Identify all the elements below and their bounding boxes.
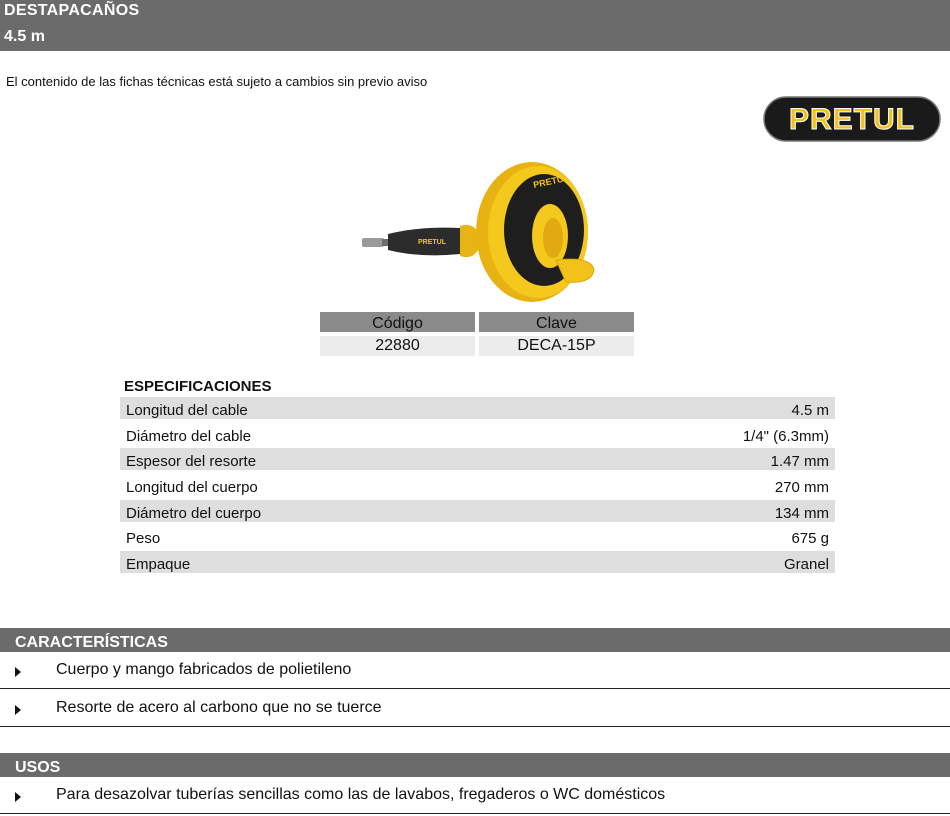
codigo-header: Código [320, 312, 475, 332]
spec-value: 1.47 mm [770, 453, 829, 471]
list-item [0, 653, 950, 689]
spec-row [120, 448, 835, 470]
triangle-bullet-icon [15, 792, 21, 802]
codes-header-row [320, 312, 636, 332]
spec-label: Espesor del resorte [126, 453, 257, 471]
spec-row [120, 525, 835, 547]
svg-text:PRETUL: PRETUL [532, 172, 570, 190]
usos-header: USOS [0, 753, 950, 777]
spec-value: Granel [783, 556, 829, 574]
use-text: Para desazolvar tuberías sencillas como las de lavabos, fregaderos o WC domésticos [56, 786, 666, 803]
spec-label: Longitud del cuerpo [126, 479, 258, 497]
spec-label: Empaque [126, 556, 191, 574]
triangle-bullet-icon [15, 705, 21, 715]
clave-value: DECA-15P [479, 336, 634, 356]
brand-logo [763, 96, 941, 142]
drain-auger-image [360, 160, 600, 305]
product-subtitle: 4.5 m [4, 28, 45, 45]
spec-value: 1/4" (6.3mm) [742, 427, 829, 445]
spec-row [120, 397, 835, 419]
page-header [0, 0, 950, 51]
svg-text:PRETUL: PRETUL [418, 239, 446, 246]
list-item [0, 691, 950, 727]
codes-table [320, 312, 636, 356]
spec-value: 270 mm [774, 479, 829, 497]
spec-label: Diámetro del cuerpo [126, 504, 262, 522]
specs-table [120, 397, 835, 577]
product-title: DESTAPACAÑOS [4, 2, 140, 19]
caracteristicas-header: CARACTERÍSTICAS [0, 628, 950, 652]
feature-text: Cuerpo y mango fabricados de polietileno [56, 661, 352, 678]
feature-text: Resorte de acero al carbono que no se tuerce [56, 699, 382, 716]
list-item [0, 778, 950, 814]
specs-title: ESPECIFICACIONES [124, 378, 272, 395]
spec-row [120, 474, 835, 496]
spec-label: Longitud del cable [126, 402, 248, 419]
spec-row [120, 500, 835, 522]
disclaimer-text: El contenido de las fichas técnicas está sujeto a cambios sin previo aviso [6, 74, 428, 89]
spec-label: Diámetro del cable [126, 427, 252, 445]
spec-row [120, 551, 835, 573]
clave-header: Clave [479, 312, 634, 332]
spec-value: 675 g [791, 530, 829, 548]
spec-value: 134 mm [774, 504, 829, 522]
spec-row [120, 423, 835, 445]
codigo-value: 22880 [320, 336, 475, 356]
svg-text:PRETUL: PRETUL [789, 103, 915, 136]
triangle-bullet-icon [15, 667, 21, 677]
codes-value-row [320, 336, 636, 356]
spec-label: Peso [126, 530, 161, 548]
spec-value: 4.5 m [791, 402, 829, 419]
